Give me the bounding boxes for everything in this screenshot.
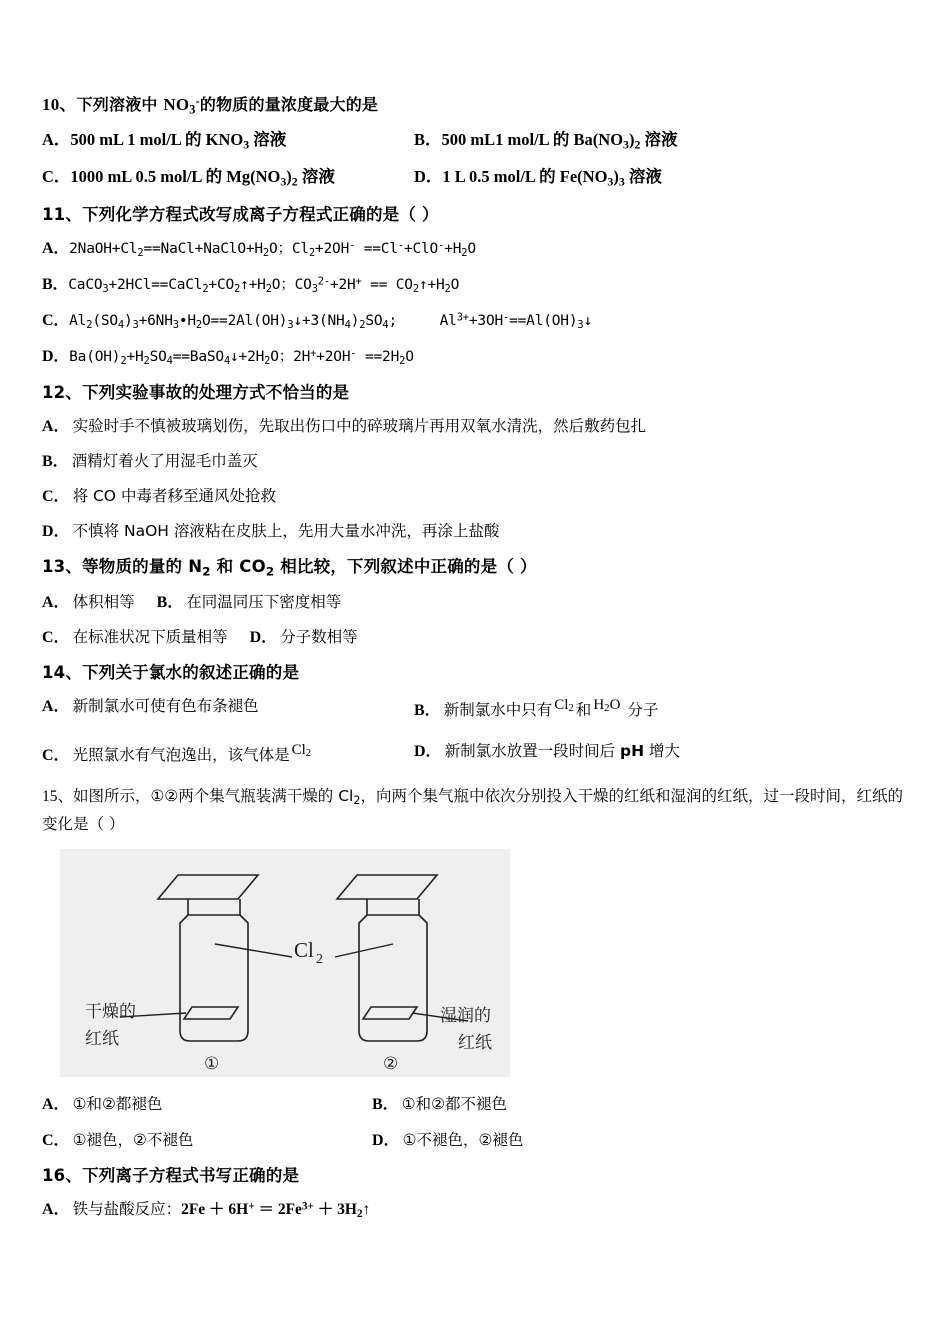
question-15-options: [42, 1093, 910, 1151]
option-15-C[interactable]: C． ①褪色，②不褪色: [42, 1130, 194, 1149]
figure-label-wet-paper-line2: 红纸: [458, 1033, 492, 1054]
option-10-C[interactable]: C．1000 mL 0.5 mol/L 的 $Mg(NO_3)_2$ 溶液: [42, 167, 335, 189]
option-13-A[interactable]: A． 体积相等: [42, 592, 135, 611]
question-11-number: 11、: [42, 204, 83, 224]
question-12-number: 12、: [42, 382, 83, 402]
option-14-C[interactable]: C． 光照氯水有气泡逸出，该气体是 $Cl_2$: [42, 741, 312, 764]
figure-caption-2: ②: [383, 1054, 399, 1075]
option-13-C[interactable]: C． 在标准状况下质量相等: [42, 627, 228, 646]
question-16: [42, 1164, 910, 1222]
question-13-stem: 13、等物质的量的 $N_2$ 和 $CO_2$ 相比较，下列叙述中正确的是（ ）: [42, 557, 537, 579]
question-15: [42, 783, 910, 1152]
option-12-D[interactable]: D． 不慎将 NaOH 溶液粘在皮肤上，先用大量水冲洗，再涂上盐酸: [42, 522, 500, 541]
question-12-options: [42, 415, 910, 544]
question-14-options: [42, 695, 910, 767]
question-11-stem: 11、下列化学方程式改写成离子方程式正确的是（ ）: [42, 204, 439, 224]
question-13-options: [42, 591, 910, 649]
question-15-stem: 15、如图所示，①②两个集气瓶装满干燥的 $Cl_2$，向两个集气瓶中依次分别投入干燥的红纸和湿润的红纸，过一段时间，红纸的变化是（ ）: [42, 787, 903, 834]
option-11-B[interactable]: B．$CaCO_3+2HCl==CaCl_2+CO_2↑+H_2O$；$CO_3^{2-}+2H^+$ == $CO_2↑+H_2O$: [42, 275, 460, 295]
question-10: [42, 92, 910, 191]
question-14-stem: 14、下列关于氯水的叙述正确的是: [42, 662, 300, 682]
figure-label-cl2: Cl: [294, 938, 314, 963]
figure-caption-1: ①: [204, 1054, 220, 1075]
option-11-A[interactable]: A．$2NaOH+Cl_2==NaCl+NaClO+H_2O$；$Cl_2+2OH^- ==Cl^-+ClO^-+H_2O$: [42, 239, 476, 259]
question-14-number: 14、: [42, 662, 83, 682]
option-12-C[interactable]: C． 将 CO 中毒者移至通风处抢救: [42, 487, 276, 506]
question-16-number: 16、: [42, 1165, 83, 1185]
question-12-stem: 12、下列实验事故的处理方式不恰当的是: [42, 382, 350, 402]
option-13-D[interactable]: D． 分子数相等: [249, 627, 358, 646]
option-13-B[interactable]: B． 在同温同压下密度相等: [156, 592, 342, 611]
option-15-B[interactable]: B． ①和②都不褪色: [372, 1095, 507, 1114]
question-10-options: [42, 128, 910, 191]
question-14: [42, 661, 910, 767]
question-15-figure: [60, 849, 510, 1077]
question-11: [42, 203, 910, 369]
question-10-stem: 10、下列溶液中 $NO_3^-$的物质的量浓度最大的是: [42, 94, 379, 117]
question-11-options: [42, 237, 910, 369]
option-10-B[interactable]: B．500 mL1 mol/L 的 $Ba(NO_3)_2$ 溶液: [414, 129, 678, 152]
option-15-D[interactable]: D． ①不褪色，②褪色: [372, 1130, 524, 1149]
question-16-stem: 16、下列离子方程式书写正确的是: [42, 1165, 300, 1185]
question-list: [42, 92, 910, 1234]
option-10-D[interactable]: D．1 L 0.5 mol/L 的 $Fe(NO_3)_3$ 溶液: [414, 167, 662, 189]
option-16-A[interactable]: A． 铁与盐酸反应：$2Fe + 6H^+ = 2Fe^{3+}$ ＋ $3H_2↑$: [42, 1199, 371, 1220]
question-16-options: [42, 1198, 910, 1222]
svg-text:2: 2: [316, 952, 323, 968]
question-12: [42, 381, 910, 544]
option-11-D[interactable]: D．$Ba(OH)_2+H_2SO_4==BaSO_4↓+2H_2O$；$2H^++2OH^- ==2H_2O$: [42, 347, 414, 367]
option-14-B[interactable]: B． 新制氯水中只有 $Cl_2$ 和 $H_2O$ 分子: [414, 696, 659, 719]
figure-label-dry-paper-line2: 红纸: [85, 1029, 119, 1050]
question-13: [42, 555, 910, 649]
option-14-D[interactable]: D． 新制氯水放置一段时间后 pH 增大: [414, 741, 681, 760]
figure-label-wet-paper-line1: 湿润的: [440, 1006, 491, 1027]
option-12-A[interactable]: A． 实验时手不慎被玻璃划伤，先取出伤口中的碎玻璃片再用双氧水清洗，然后敷药包扎: [42, 416, 647, 435]
question-10-number: 10、: [42, 95, 77, 115]
figure-label-dry-paper-line1: 干燥的: [85, 1002, 136, 1023]
question-15-number: 15、: [42, 788, 74, 806]
option-14-A[interactable]: A． 新制氯水可使有色布条褪色: [42, 696, 259, 715]
gas-jar-diagram: [60, 849, 510, 1077]
option-12-B[interactable]: B． 酒精灯着火了用湿毛巾盖灭: [42, 451, 258, 470]
question-13-number: 13、: [42, 557, 83, 577]
option-11-C[interactable]: C．$Al_2(SO_4)_3+6NH_3•H_2O==2Al(OH)_3↓+3(NH_4)_2SO_4$; $Al^{3+}+3OH^-==Al(OH)_3↓$: [42, 311, 592, 331]
option-15-A[interactable]: A． ①和②都褪色: [42, 1095, 163, 1114]
option-10-A[interactable]: A．500 mL 1 mol/L 的 $KNO_3$ 溶液: [42, 129, 287, 152]
